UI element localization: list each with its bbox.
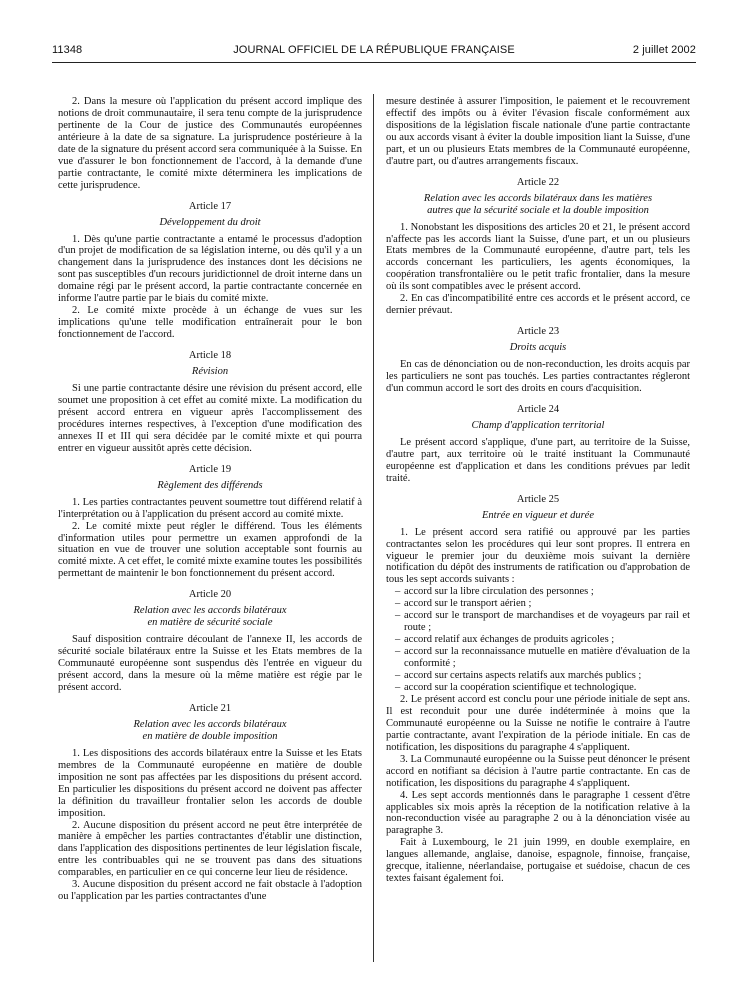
article-21-paragraph-1: 1. Les dispositions des accords bilatéraux entre la Suisse et les Etats membres de la Communauté européenne en matière de double imposition ne sont pas affectées par les dispositions du présent accord. En particulier les dispositions du présent accord ne doivent pas affecter la définition du travailleur frontalier selon les accords de double imposition. <box>58 747 362 819</box>
article-21-title: Article 21 <box>188 702 232 714</box>
article-17-paragraph-1: 1. Dès qu'une partie contractante a entamé le processus d'adoption d'un projet de modification de sa législation interne, ou dès qu'il y a un changement dans la jurisprudence des instances dont les décisions ne sont pas susceptibles d'un recours juridictionnel de droit interne dans un domaine régi par le présent accord, la partie contractante concernée en informe l'autre partie par le biais du comité mixte. <box>58 233 362 305</box>
article-23-paragraph-1: En cas de dénonciation ou de non-reconduction, les droits acquis par les particuliers ne sont pas touchés. Les parties contractantes régleront d'un commun accord le sort des droits en cours d'acquisition. <box>386 359 690 395</box>
issue-date: 2 juillet 2002 <box>632 44 696 56</box>
signature-paragraph: Fait à Luxembourg, le 21 juin 1999, en double exemplaire, en langues allemande, anglaise, danoise, espagnole, finnoise, française, grecque, italienne, néerlandaise, portugaise et suédoise, chacun de ces textes faisant également foi. <box>386 837 690 885</box>
article-19-title: Article 19 <box>188 463 232 475</box>
article-24-title: Article 24 <box>516 403 560 415</box>
article-21-paragraph-2: 2. Aucune disposition du présent accord ne peut être interprétée de manière à empêcher les parties contractantes d'établir une distinction, dans l'application des dispositions pertinentes de leur législation fiscale, entre les contribuables qui ne se trouvent pas dans des situations comparables, en particulier en ce qui concerne leur lieu de résidence. <box>58 819 362 879</box>
article-25-paragraph-4: 4. Les sept accords mentionnés dans le paragraphe 1 cessent d'être applicables six mois après la réception de la notification relative à la non-reconduction visée au paragraphe 2 ou à la dénonciation visée au paragraphe 3. <box>386 789 690 837</box>
page-number: 11348 <box>52 44 83 56</box>
article-19-paragraph-2: 2. Le comité mixte peut régler le différend. Tous les éléments d'information utiles pour permettre un examen approfondi de la situation en vue de trouver une solution acceptable sont fournis au comité mixte. A cet effet, le comité mixte examine toutes les possibilités permettant de maintenir le bon fonctionnement du présent accord. <box>58 520 362 580</box>
article-22-paragraph-2: 2. En cas d'incompatibilité entre ces accords et le présent accord, ce dernier prévaut. <box>386 293 690 317</box>
article-19-subtitle: Règlement des différends <box>157 479 263 491</box>
list-item: – accord sur la coopération scientifique et technologique. <box>395 681 637 693</box>
article-17-title: Article 17 <box>188 200 232 212</box>
article-21-subtitle <box>58 719 362 743</box>
article-25-paragraph-1: 1. Le présent accord sera ratifié ou approuvé par les parties contractantes selon les procédures qui leur sont propres. Il entrera en vigueur le premier jour du deuxième mois suivant la dernière notification du dépôt des instruments de ratification ou d'approbation de tous les sept accords suivants : <box>386 526 690 586</box>
list-item: – accord relatif aux échanges de produits agricoles ; <box>395 634 615 646</box>
right-column <box>386 96 690 885</box>
article-23-title: Article 23 <box>516 326 560 338</box>
article-18-title: Article 18 <box>188 350 232 362</box>
article-25-title: Article 25 <box>516 493 560 505</box>
list-item: – accord sur le transport de marchandises et de voyageurs par rail et route ; <box>395 610 690 634</box>
article-22-subtitle-line-1: Relation avec les accords bilatéraux dans les matières <box>423 192 653 204</box>
article-24-paragraph-1: Le présent accord s'applique, d'une part, au territoire de la Suisse, d'autre part, aux territoire où le traité instituant la Communauté européenne est d'application et dans les conditions prévues par ledit traité. <box>386 436 690 484</box>
journal-title: JOURNAL OFFICIEL DE LA RÉPUBLIQUE FRANÇAISE <box>233 44 515 56</box>
article-22-paragraph-1: 1. Nonobstant les dispositions des articles 20 et 21, le présent accord n'affecte pas les accords liant la Suisse, d'une part, et un ou plusieurs Etats membres de la Communauté européenne, d'autre part, tels les accords concernant les particuliers, les agents économiques, la coopération transfrontalière ou le petit trafic frontalier, dans la mesure où ils sont compatibles avec le présent accord. <box>386 221 690 293</box>
article-24-subtitle: Champ d'application territorial <box>471 419 605 431</box>
article-20-paragraph-1: Sauf disposition contraire découlant de l'annexe II, les accords de sécurité sociale bilatéraux entre la Suisse et les Etats membres de la Communauté européenne sont suspendus dès l'entrée en vigueur du présent accord, dans la mesure où la même matière est régie par le présent accord. <box>58 634 362 693</box>
header-rule <box>52 62 696 63</box>
list-item: – accord sur certains aspects relatifs aux marchés publics ; <box>395 670 642 682</box>
article-25-subtitle: Entrée en vigueur et durée <box>482 509 594 521</box>
article-17-paragraph-2: 2. Le comité mixte procède à un échange de vues sur les implications qu'une telle modification entraînerait pour le bon fonctionnement de l'accord. <box>58 305 362 341</box>
article-21-subtitle-line-2: en matière de double imposition <box>142 730 278 742</box>
agreements-list <box>386 586 690 694</box>
article-22-subtitle-line-2: autres que la sécurité sociale et la double imposition <box>427 204 649 216</box>
article-25-paragraph-2: 2. Le présent accord est conclu pour une période initiale de sept ans. Il est reconduit pour une durée indéterminée à moins que la Communauté européenne ou la Suisse ne notifie le contraire à l'autre partie contractante, avant l'expiration de la période initiale. En cas de notification, les dispositions du paragraphe 4 s'appliquent. <box>386 693 690 753</box>
list-item: – accord sur la reconnaissance mutuelle en matière d'évaluation de la conformité ; <box>395 646 690 670</box>
article-23-subtitle: Droits acquis <box>509 342 567 354</box>
intro-paragraph: 2. Dans la mesure où l'application du présent accord implique des notions de droit communautaire, il sera tenu compte de la jurisprudence pertinente de la Cour de justice des Communautés européennes antérieure à la date de sa signature. La jurisprudence postérieure à la date de la signature du présent accord sera communiquée à la Suisse. En vue d'assurer le bon fonctionnement de l'accord, à la demande d'une partie contractante, le comité mixte déterminera les implications de cette jurisprudence. <box>58 96 362 191</box>
article-21-subtitle-line-1: Relation avec les accords bilatéraux <box>133 718 287 730</box>
page-header <box>52 44 696 62</box>
article-17-subtitle: Développement du droit <box>159 216 261 228</box>
article-19-paragraph-1: 1. Les parties contractantes peuvent soumettre tout différend relatif à l'interprétation ou à l'application du présent accord au comité mixte. <box>58 496 362 520</box>
article-20-subtitle-line-1: Relation avec les accords bilatéraux <box>133 605 287 617</box>
continued-paragraph: mesure destinée à assurer l'imposition, le paiement et le recouvrement effectif des impôts ou à éviter l'évasion fiscale conformément aux dispositions de la législation fiscale nationale d'une partie contractante ou aux accords visant à éviter la double imposition liant la Suisse, d'une part, et un ou plusieurs Etats membres de la Communauté européenne, d'autre part, ou d'autres arrangements fiscaux. <box>386 96 690 167</box>
article-22-subtitle <box>386 193 690 217</box>
list-item: – accord sur le transport aérien ; <box>395 598 532 610</box>
article-20-subtitle <box>58 605 362 629</box>
article-22-title: Article 22 <box>516 176 560 188</box>
left-column <box>58 96 362 903</box>
article-18-subtitle: Révision <box>191 366 229 378</box>
article-20-subtitle-line-2: en matière de sécurité sociale <box>147 617 273 629</box>
article-18-paragraph-1: Si une partie contractante désire une révision du présent accord, elle soumet une proposition à cet effet au comité mixte. La modification du présent accord entrera en vigueur après l'accomplissement des procédures internes respectives, à l'exception d'une modification des annexes II et III qui sera décidée par le comité mixte et qui pourra entrer en vigueur aussitôt après cette décision. <box>58 383 362 454</box>
list-item: – accord sur la libre circulation des personnes ; <box>395 586 594 598</box>
article-20-title: Article 20 <box>188 589 232 601</box>
article-21-paragraph-3: 3. Aucune disposition du présent accord ne fait obstacle à l'adoption ou l'application par les parties contractantes d'une <box>58 879 362 903</box>
column-divider <box>373 94 374 962</box>
article-25-paragraph-3: 3. La Communauté européenne ou la Suisse peut dénoncer le présent accord en notifiant sa décision à l'autre partie contractante. En cas de notification, les dispositions du paragraphe 4 s'appliquent. <box>386 753 690 789</box>
